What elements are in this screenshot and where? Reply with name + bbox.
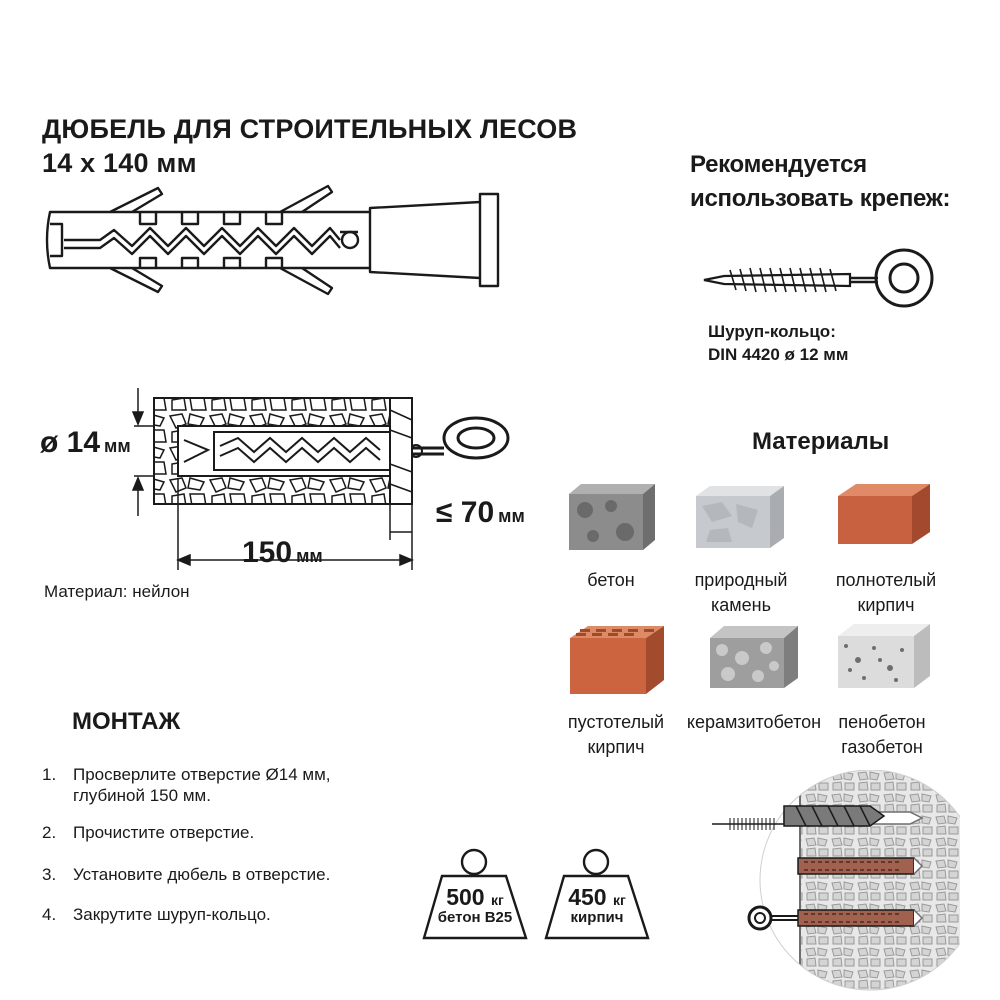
screw-caption-line1: Шуруп-кольцо: <box>708 322 836 341</box>
diameter-value: ø 14 <box>40 426 101 459</box>
depth-unit: мм <box>296 546 323 566</box>
dowel-drawing <box>40 180 510 300</box>
materials-title: Материалы <box>752 428 890 455</box>
material-note: Материал: нейлон <box>44 582 190 601</box>
material-label-solid-brick: полнотелый кирпич <box>835 570 937 615</box>
material-label-hollow-brick: пустотелый кирпич <box>567 712 665 757</box>
recommend-heading <box>690 148 950 216</box>
recommend-line2: использовать крепеж: <box>690 185 951 212</box>
depth-label <box>242 536 323 570</box>
solid-brick-block <box>834 480 934 550</box>
material-label-foam-concrete: пенобетон газобетон <box>838 712 926 757</box>
thickness-unit: мм <box>498 506 525 526</box>
hollow-brick-block <box>566 622 668 698</box>
material-label-concrete: бетон <box>587 570 635 590</box>
screw-caption <box>708 320 848 366</box>
product-title-line2: 14 x 140 мм <box>42 148 197 178</box>
foam-concrete-block <box>834 620 934 692</box>
expanded-clay-block <box>706 622 802 692</box>
thickness-label <box>436 496 525 530</box>
thickness-value: ≤ 70 <box>436 496 495 529</box>
installation-diagram <box>128 380 540 580</box>
concrete-block <box>565 480 659 554</box>
material-label-expanded-clay: керамзитобетон <box>686 712 822 732</box>
diameter-label <box>40 426 131 460</box>
diameter-unit: мм <box>104 436 131 456</box>
screw-caption-line2: DIN 4420 ø 12 мм <box>708 345 849 364</box>
depth-value: 150 <box>242 536 293 569</box>
load-brick: 450 кг кирпич <box>568 884 626 926</box>
product-title <box>42 112 577 180</box>
recommend-line1: Рекомендуется <box>690 151 867 178</box>
install-steps-illustration <box>700 770 960 996</box>
product-title-line1: ДЮБЕЛЬ ДЛЯ СТРОИТЕЛЬНЫХ ЛЕСОВ <box>42 114 578 144</box>
natural-stone-block <box>692 482 788 552</box>
montage-title: МОНТАЖ <box>72 708 181 735</box>
material-label-natural-stone: природный камень <box>694 570 788 615</box>
eye-screw-drawing <box>700 240 950 320</box>
load-concrete: 500 кг бетон B25 <box>437 884 513 926</box>
